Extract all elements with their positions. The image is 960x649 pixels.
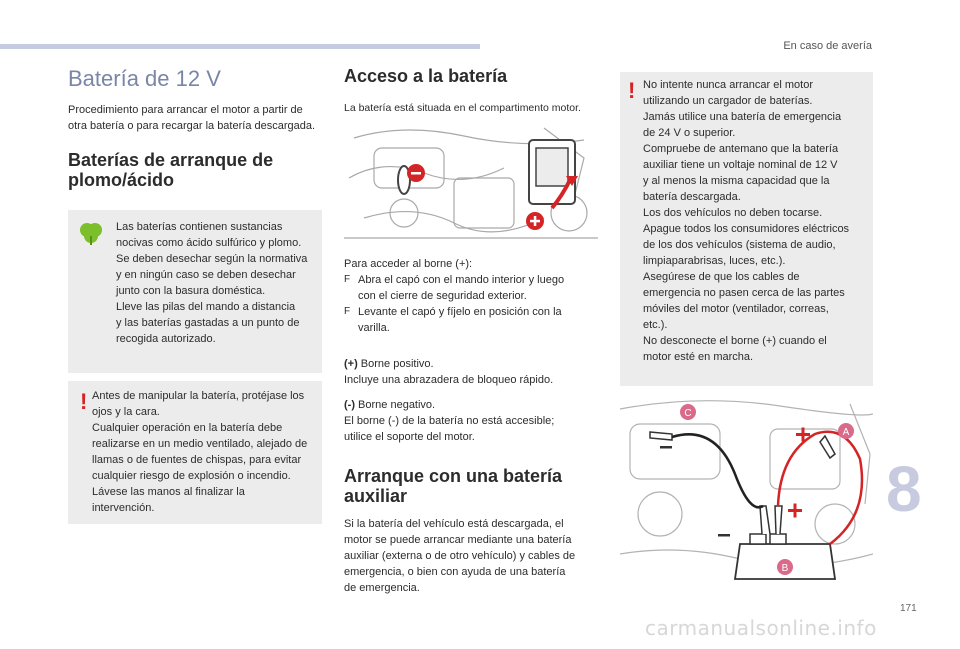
diagram-label-b: B (781, 563, 789, 574)
plus-terminal-text: Borne positivo. (357, 358, 434, 370)
step-1-line1: Abra el capó con el mando interior y luego (358, 274, 565, 286)
list-item (344, 304, 604, 336)
section-title-line2: plomo/ácido (68, 170, 175, 190)
minus-terminal-line (344, 397, 604, 413)
eco-info-box (68, 210, 322, 373)
middle-column (344, 66, 604, 116)
intro-text: Procedimiento para arrancar el motor a partir de otra batería o para recargar la batería descargada. (68, 104, 316, 132)
diagram-label-c: C (684, 408, 692, 419)
section-title-line1: Baterías de arranque de (68, 150, 274, 170)
plus-terminal-label: (+) (344, 358, 358, 370)
step-2-line1: Levante el capó y fíjelo en posición con la (358, 306, 562, 318)
aux-section (344, 466, 606, 596)
access-steps-list (344, 272, 604, 336)
page-number: 171 (900, 603, 917, 614)
access-title: Acceso a la batería (344, 66, 508, 86)
diagram-label-a: A (842, 427, 850, 438)
right-warning-box (620, 72, 873, 386)
header-bar (0, 44, 480, 49)
eco-info-text: Las baterías contienen sustancias nocivas como ácido sulfúrico y plomo. Se deben desechar según la normativa y en ningún caso se deben desechar junto con la basura doméstica. Lleve las pilas del mando a distancia y las baterías gastadas a un punto de recogida autorizado. (116, 221, 308, 345)
page-title: Batería de 12 V (68, 66, 221, 91)
chapter-number: 8 (886, 453, 922, 525)
warning-exclamation-icon: ! (80, 389, 88, 414)
section-title-lead-acid (68, 150, 318, 190)
minus-desc-line2: utilice el soporte del motor. (344, 431, 475, 443)
bullet-icon: F (344, 274, 351, 285)
aux-text: Si la batería del vehículo está descargada, el motor se puede arrancar mediante una batería auxiliar (externa o de otro vehículo) y cables de emergencia, o bien con ayuda de una batería de emergencia. (344, 518, 576, 594)
engine-photo (344, 118, 598, 252)
eco-leaf-icon (78, 220, 104, 246)
minus-terminal-label: (-) (344, 399, 355, 411)
minus-terminal-text: Borne negativo. (355, 399, 436, 411)
aux-title-line1: Arranque con una batería (344, 466, 563, 486)
watermark: carmanualsonline.info (645, 616, 877, 640)
battery-location-text: La batería está situada en el compartimento motor. (344, 102, 581, 114)
jumpstart-diagram (620, 394, 873, 594)
plus-terminal-desc: Incluye una abrazadera de bloqueo rápido. (344, 374, 554, 386)
step-2-line2: varilla. (358, 322, 390, 334)
aux-title (344, 466, 606, 506)
right-warning-text: No intente nunca arrancar el motor utilizando un cargador de baterías. Jamás utilice una batería de emergencia de 24 V o superior. Compruebe de antemano que la batería auxiliar tiene un voltaje nominal de 12 V y al menos la misma capacidad que la batería descargada. Los dos vehículos no deben tocarse. Apague todos los consumidores eléctricos de los dos vehículos (sistema de audio, limpiaparabrisas, luces, etc.). Asegúrese de que los cables de emergencia no pasen cerca de las partes móviles del motor (ventilador, correas, etc.). No desconecte el borne (+) cuando el motor esté en marcha. (643, 79, 850, 363)
left-column (68, 66, 318, 190)
terminals-section (344, 356, 604, 445)
plus-terminal-line (344, 356, 604, 372)
bullet-icon: F (344, 306, 351, 317)
minus-terminal-desc (344, 413, 604, 445)
step-1-line2: con el cierre de seguridad exterior. (358, 290, 527, 302)
minus-desc-line1: El borne (-) de la batería no está accesible; (344, 415, 555, 427)
left-warning-text: Antes de manipular la batería, protéjase los ojos y la cara. Cualquier operación en la batería debe realizarse en un medio ventilado, alejado de llamas o de fuentes de chispas, para evitar cualquier riesgo de explosión o incendio. Lávese las manos al finalizar la intervención. (92, 390, 308, 514)
list-item (344, 272, 604, 304)
header-title: En caso de avería (783, 40, 872, 52)
warning-exclamation-icon: ! (628, 78, 636, 103)
left-warning-box (68, 381, 322, 524)
access-intro: Para acceder al borne (+): (344, 258, 473, 270)
access-steps (344, 256, 604, 336)
aux-title-line2: auxiliar (344, 486, 408, 506)
